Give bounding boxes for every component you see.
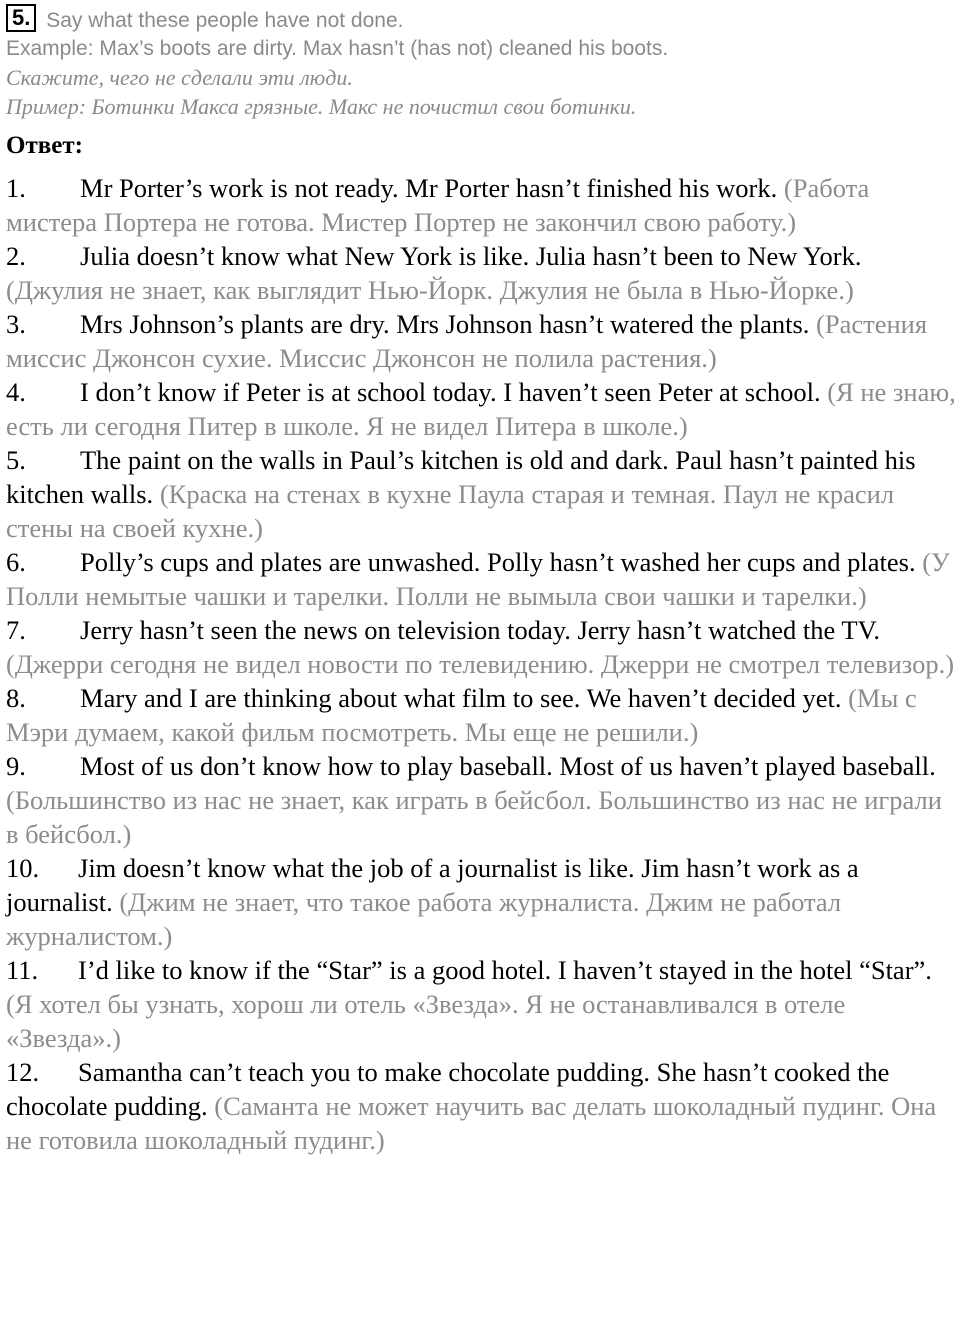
answer-translation: (Джулия не знает, как выглядит Нью-Йорк. Джулия не была в Нью-Йорке.) [6, 275, 854, 305]
answer-item-9 [6, 749, 958, 851]
answer-translation: (Джерри сегодня не видел новости по телевидению. Джерри не смотрел телевизор.) [6, 649, 955, 679]
answer-translation: (Саманта не может научить вас делать шоколадный пудинг. Она не готовила шоколадный пудинг.) [6, 1091, 937, 1155]
answer-translation: (Растения миссис Джонсон сухие. Миссис Джонсон не полила растения.) [6, 309, 928, 373]
answer-item-1 [6, 171, 958, 239]
answer-text: Polly’s cups and plates are unwashed. Polly hasn’t washed her cups and plates. [80, 547, 916, 577]
answer-number: 2. [6, 241, 26, 271]
answer-item-12 [6, 1055, 958, 1157]
answer-number: 5. [6, 445, 26, 475]
answer-number: 3. [6, 309, 26, 339]
answer-item-8 [6, 681, 958, 749]
answer-label: Ответ: [6, 132, 83, 159]
answer-item-7 [6, 613, 958, 681]
answer-text: I’d like to know if the “Star” is a good hotel. I haven’t stayed in the hotel “Star”. [78, 955, 932, 985]
answer-list [6, 171, 958, 1157]
answer-item-11 [6, 953, 958, 1055]
answer-translation: (Джим не знает, что такое работа журналиста. Джим не работал журналистом.) [6, 887, 842, 951]
answer-translation: (Мы с Мэри думаем, какой фильм посмотреть. Мы еще не решили.) [6, 683, 917, 747]
task-example-ru: Пример: Ботинки Макса грязные. Макс не почистил свои ботинки. [6, 94, 637, 119]
answer-text: The paint on the walls in Paul’s kitchen is old and dark. Paul hasn’t painted his kitchen walls. [6, 445, 916, 509]
answer-number: 1. [6, 173, 26, 203]
answer-number: 7. [6, 615, 26, 645]
answer-number: 11. [6, 955, 39, 985]
answer-number: 4. [6, 377, 26, 407]
answer-translation: (Работа мистера Портера не готова. Мистер Портер не закончил свою работу.) [6, 173, 870, 237]
answer-text: Mrs Johnson’s plants are dry. Mrs Johnson hasn’t watered the plants. [80, 309, 810, 339]
task-instruction-en: Say what these people have not done. [46, 9, 404, 32]
answer-translation: (Я не знаю, есть ли сегодня Питер в школе. Я не видел Питера в школе.) [6, 377, 956, 441]
answer-text: Jerry hasn’t seen the news on television today. Jerry hasn’t watched the TV. [80, 615, 880, 645]
task-example-en: Example: Max’s boots are dirty. Max hasn’t (has not) cleaned his boots. [6, 37, 669, 60]
answer-number: 6. [6, 547, 26, 577]
answer-translation: (Краска на стенах в кухне Паула старая и темная. Паул не красил стены на своей кухне.) [6, 479, 895, 543]
answer-text: Samantha can’t teach you to make chocolate pudding. She hasn’t cooked the chocolate pudding. [6, 1057, 890, 1121]
answer-text: Most of us don’t know how to play baseball. Most of us haven’t played baseball. [80, 751, 936, 781]
answer-item-6 [6, 545, 958, 613]
answer-number: 10. [6, 853, 40, 883]
answer-text: I don’t know if Peter is at school today. I haven’t seen Peter at school. [80, 377, 821, 407]
task-number-box: 5. [6, 4, 36, 32]
answer-item-5 [6, 443, 958, 545]
answer-item-10 [6, 851, 958, 953]
answer-translation: (У Полли немытые чашки и тарелки. Полли не вымыла свои чашки и тарелки.) [6, 547, 950, 611]
answer-item-3 [6, 307, 958, 375]
answer-text: Mr Porter’s work is not ready. Mr Porter hasn’t finished his work. [80, 173, 778, 203]
answer-item-2 [6, 239, 958, 307]
answer-number: 8. [6, 683, 26, 713]
task-instruction-ru: Скажите, чего не сделали эти люди. [6, 65, 353, 90]
answer-number: 9. [6, 751, 26, 781]
exercise-page [6, 4, 958, 1157]
answer-text: Jim doesn’t know what the job of a journalist is like. Jim hasn’t work as a journalist. [6, 853, 859, 917]
answer-item-4 [6, 375, 958, 443]
task-header [6, 4, 958, 34]
answer-number: 12. [6, 1057, 40, 1087]
answer-text: Julia doesn’t know what New York is like. Julia hasn’t been to New York. [80, 241, 862, 271]
answer-text: Mary and I are thinking about what film to see. We haven’t decided yet. [80, 683, 842, 713]
answer-translation: (Я хотел бы узнать, хорош ли отель «Звезда». Я не останавливался в отеле «Звезда».) [6, 989, 846, 1053]
answer-translation: (Большинство из нас не знает, как играть в бейсбол. Большинство из нас не играли в бейсбол.) [6, 785, 942, 849]
